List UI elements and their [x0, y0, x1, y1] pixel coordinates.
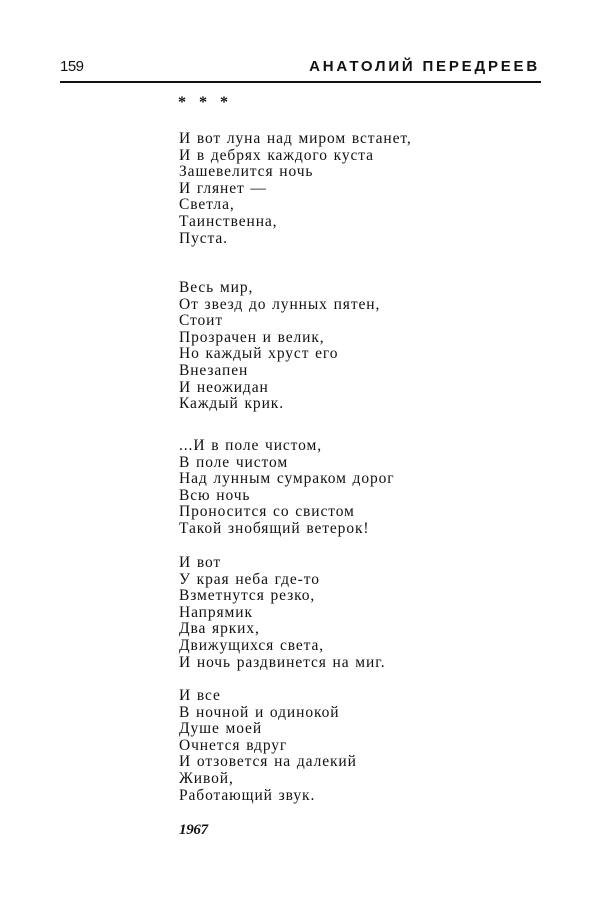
- poem-line: В ночной и одинокой: [179, 703, 340, 721]
- poem-date: 1967: [179, 822, 208, 838]
- poem-line: Движущихся света,: [179, 636, 325, 654]
- poem-line: Прозрачен и велик,: [179, 328, 325, 346]
- poem-line: Над лунным сумраком дорог: [179, 470, 395, 488]
- poem-line: Такой знобящий ветерок!: [179, 519, 370, 537]
- section-mark-asterisks: * * *: [178, 94, 228, 111]
- poem-line: Очнется вдруг: [179, 736, 288, 754]
- poem-line: У края неба где-то: [179, 570, 320, 588]
- poem-line: Проносится со свистом: [179, 503, 355, 521]
- poem-line: Внезапен: [179, 361, 249, 379]
- poem-line: И отзовется на далекий: [179, 753, 357, 771]
- poem-line: И вот луна над миром встанет,: [179, 130, 412, 147]
- stanza-5: [179, 688, 479, 804]
- stanza-4: [179, 555, 479, 671]
- poem-line: Стоит: [179, 312, 224, 330]
- stanza-2: [179, 280, 479, 413]
- poem-line: Душе моей: [179, 720, 263, 738]
- poem-line: Всю ночь: [179, 486, 251, 504]
- poem-line: Живой,: [179, 769, 234, 787]
- poem-line: И в дебрях каждого куста: [179, 146, 374, 164]
- poem-line: Каждый крик.: [179, 395, 284, 413]
- header-rule-divider: [60, 81, 541, 83]
- poem-line: Работающий звук.: [179, 786, 316, 804]
- poem-line: Зашевелится ночь: [179, 163, 314, 181]
- poem-line: И все: [179, 687, 221, 704]
- page-header: [60, 58, 540, 82]
- poem-line: И вот: [179, 554, 222, 571]
- poem-line: Напрямик: [179, 603, 253, 621]
- poem-line: Взметнутся резко,: [179, 587, 316, 605]
- page-number: 159: [60, 58, 84, 75]
- poem-line: Но каждый хруст его: [179, 345, 339, 363]
- poem-line: Таинственна,: [179, 212, 278, 230]
- poem-line: В поле чистом: [179, 453, 289, 471]
- stanza-1: [179, 131, 479, 247]
- poem-line: Пуста.: [179, 229, 228, 247]
- poem-line: И неожидан: [179, 378, 269, 396]
- poem-line: Светла,: [179, 196, 235, 214]
- poem-line: ...И в поле чистом,: [179, 437, 322, 454]
- running-title-author: АНАТОЛИЙ ПЕРЕДРЕЕВ: [309, 58, 540, 75]
- poem-line: Два ярких,: [179, 620, 260, 638]
- stanza-3: [179, 438, 479, 538]
- poem-line: И ночь раздвинется на миг.: [179, 653, 386, 671]
- poem-line: Весь мир,: [179, 279, 254, 296]
- poem-line: От звезд до лунных пятен,: [179, 295, 381, 313]
- poem-line: И глянет —: [179, 179, 267, 197]
